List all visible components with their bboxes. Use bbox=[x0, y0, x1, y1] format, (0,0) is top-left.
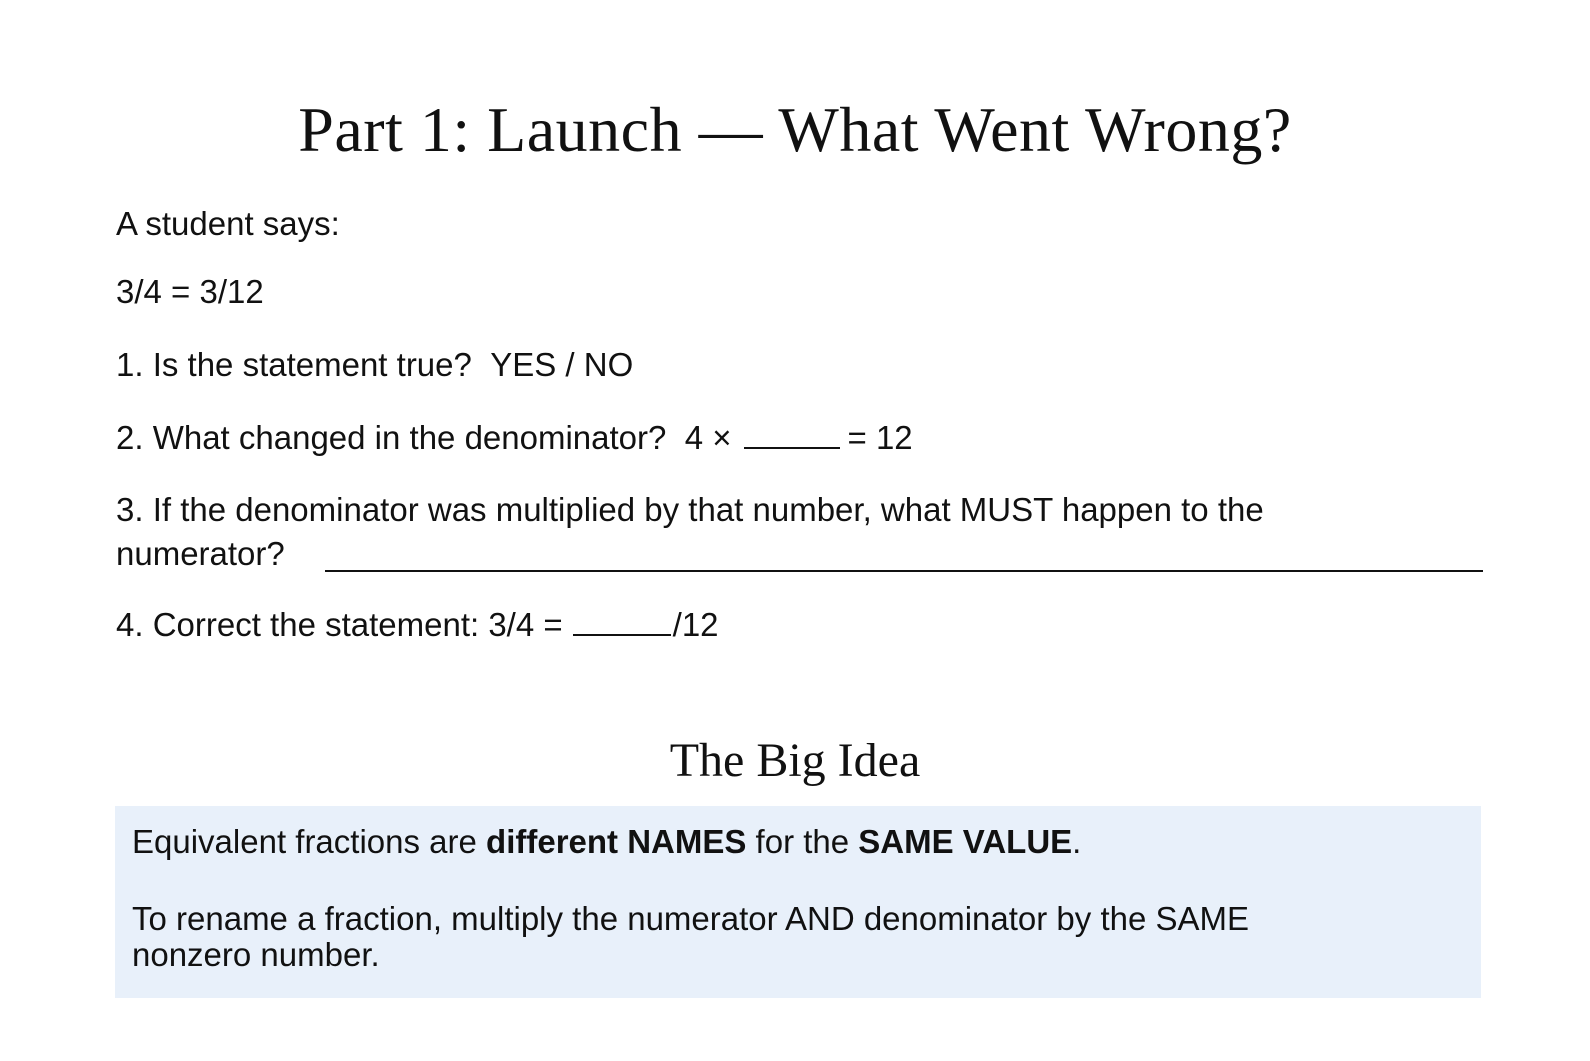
numerator-answer-blank[interactable] bbox=[325, 570, 1483, 572]
question-2 bbox=[116, 418, 913, 458]
yes-no-options: YES / NO bbox=[490, 346, 634, 383]
corrected-numerator-blank[interactable] bbox=[573, 610, 671, 636]
question-3-line-2: numerator? bbox=[116, 535, 285, 572]
definition-text: Equivalent fractions are bbox=[132, 823, 487, 860]
big-idea-rule-line-1: To rename a fraction, multiply the numerator AND denominator by the SAME bbox=[132, 900, 1250, 937]
definition-emphasis-value: SAME VALUE bbox=[858, 823, 1073, 860]
question-2-expression-end: = 12 bbox=[847, 419, 913, 456]
definition-period: . bbox=[1072, 823, 1082, 860]
multiplier-blank[interactable] bbox=[744, 423, 840, 449]
question-1 bbox=[116, 345, 633, 385]
big-idea-heading: The Big Idea bbox=[669, 734, 921, 787]
definition-emphasis-names: different NAMES bbox=[486, 823, 747, 860]
question-2-text: 2. What changed in the denominator? bbox=[116, 419, 667, 456]
big-idea-definition bbox=[132, 823, 1081, 861]
question-2-expression-start: 4 × bbox=[684, 419, 732, 456]
question-4-denominator: /12 bbox=[672, 606, 719, 643]
question-1-text: 1. Is the statement true? bbox=[116, 346, 472, 383]
page-title: Part 1: Launch — What Went Wrong? bbox=[298, 94, 1292, 165]
question-3-line-1: 3. If the denominator was multiplied by that number, what MUST happen to the bbox=[116, 491, 1264, 528]
intro-text: A student says: bbox=[116, 205, 340, 242]
big-idea-rule-line-2: nonzero number. bbox=[132, 936, 380, 973]
question-4 bbox=[116, 605, 719, 645]
big-idea-box bbox=[115, 806, 1481, 998]
definition-text-2: for the bbox=[746, 823, 859, 860]
question-4-text: 4. Correct the statement: 3/4 = bbox=[116, 606, 563, 643]
student-claim: 3/4 = 3/12 bbox=[116, 273, 264, 310]
